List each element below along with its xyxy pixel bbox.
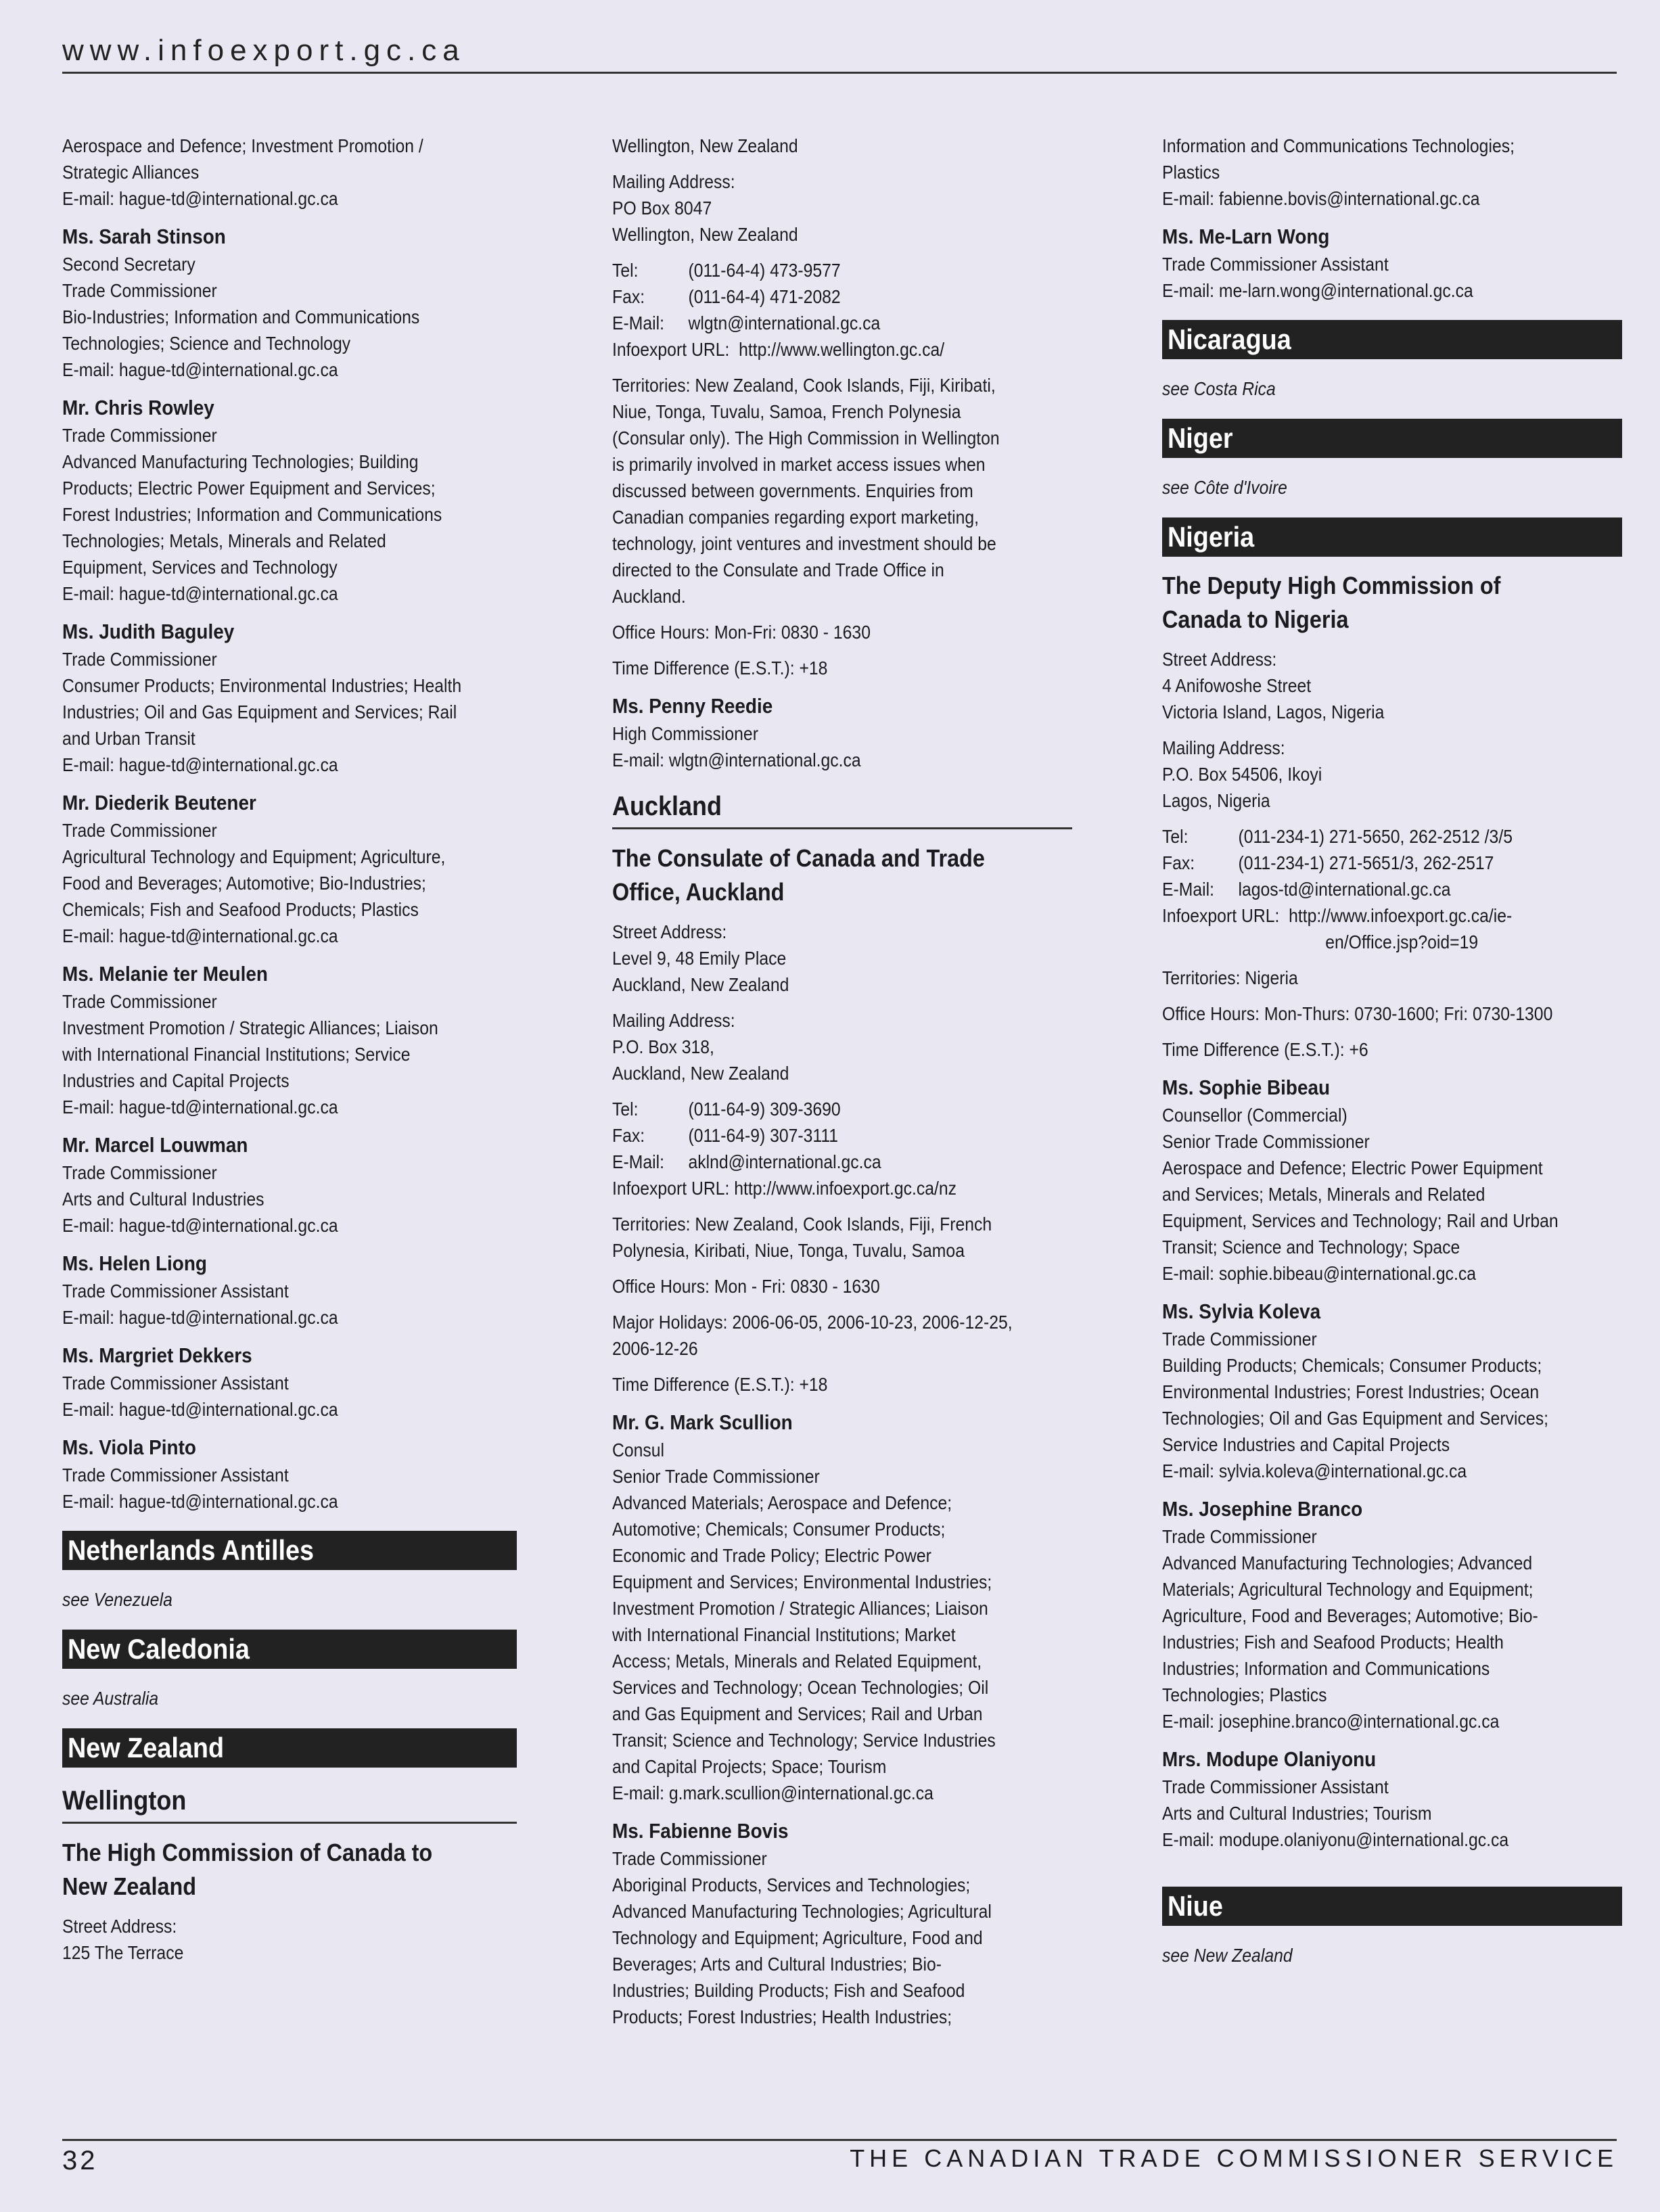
- tel-value: (011-234-1) 271-5650, 262-2512 /3/5: [1238, 826, 1513, 847]
- time-difference: Time Difference (E.S.T.): +6: [1162, 1039, 1368, 1060]
- text-line: High Commissioner: [612, 723, 758, 744]
- email-line: E-mail: hague-td@international.gc.ca: [62, 1399, 338, 1420]
- email-line: E-mail: hague-td@international.gc.ca: [62, 1491, 338, 1512]
- column-1: [62, 133, 517, 1966]
- email-value: lagos-td@international.gc.ca: [1238, 879, 1451, 900]
- text-line: Trade Commissioner: [612, 1848, 767, 1869]
- banner-label: Niger: [1168, 422, 1233, 454]
- email-line: E-mail: fabienne.bovis@international.gc.ca: [1162, 188, 1480, 209]
- tel-value: (011-64-4) 473-9577: [688, 260, 841, 281]
- text-line: Building Products; Chemicals; Consumer Products;: [1162, 1355, 1542, 1376]
- contact-entry: [1162, 1495, 1622, 1734]
- major-holidays: 2006-12-26: [612, 1338, 698, 1359]
- text-line: Territories: New Zealand, Cook Islands, Fiji, Kiribati,: [612, 375, 996, 396]
- email-label: E-Mail:: [612, 1151, 665, 1172]
- contact-name: Ms. Helen Liong: [62, 1251, 207, 1275]
- email-row: [612, 1149, 1026, 1175]
- email-line: E-mail: me-larn.wong@international.gc.ca: [1162, 280, 1473, 301]
- email-line: E-mail: sylvia.koleva@international.gc.ca: [1162, 1460, 1467, 1481]
- contact-entry: [62, 618, 517, 778]
- text-line: Advanced Materials; Aerospace and Defence;: [612, 1492, 952, 1513]
- contact-name: Ms. Margriet Dekkers: [62, 1343, 252, 1367]
- text-line: Consumer Products; Environmental Industries; Health: [62, 675, 462, 696]
- text-line: Bio-Industries; Information and Communications: [62, 306, 420, 327]
- text-line: Arts and Cultural Industries; Tourism: [1162, 1803, 1432, 1824]
- text-line: Service Industries and Capital Projects: [1162, 1434, 1450, 1455]
- email-line: E-mail: hague-td@international.gc.ca: [62, 1307, 338, 1328]
- contact-name: Ms. Me-Larn Wong: [1162, 225, 1330, 248]
- email-line: E-mail: sophie.bibeau@international.gc.ca: [1162, 1263, 1477, 1284]
- office-hours: Office Hours: Mon-Fri: 0830 - 1630: [612, 622, 871, 643]
- url-continuation: en/Office.jsp?oid=19: [1325, 931, 1479, 952]
- office-title: Canada to Nigeria: [1162, 605, 1349, 633]
- text-line: directed to the Consulate and Trade Office in: [612, 559, 944, 580]
- text-line: Mailing Address:: [1162, 737, 1285, 758]
- email-line: E-mail: hague-td@international.gc.ca: [62, 754, 338, 775]
- text-line: Technology and Equipment; Agriculture, Food and: [612, 1927, 983, 1948]
- banner-label: Niue: [1168, 1890, 1223, 1922]
- time-difference: Time Difference (E.S.T.): +18: [612, 658, 828, 678]
- office-hours: Office Hours: Mon - Fri: 0830 - 1630: [612, 1276, 880, 1297]
- text-line: Auckland.: [612, 586, 686, 607]
- contact-entry: [62, 1249, 517, 1331]
- city-heading-auckland: [612, 788, 1072, 829]
- email-line: E-mail: hague-td@international.gc.ca: [62, 1215, 338, 1236]
- text-line: Industries and Capital Projects: [62, 1070, 290, 1091]
- email-line: E-mail: josephine.branco@international.gc.ca: [1162, 1711, 1500, 1732]
- contact-name: Mr. G. Mark Scullion: [612, 1410, 793, 1434]
- text-line: Trade Commissioner Assistant: [1162, 1776, 1389, 1797]
- email-line: E-mail: hague-td@international.gc.ca: [62, 925, 338, 946]
- text-line: Technologies; Science and Technology: [62, 333, 351, 354]
- email-line: E-mail: hague-td@international.gc.ca: [62, 188, 338, 209]
- see-reference: [62, 1586, 517, 1613]
- email-row: [612, 310, 1026, 336]
- text-line: Industries; Information and Communications: [1162, 1658, 1490, 1679]
- text-line: Investment Promotion / Strategic Alliances; Liaison: [612, 1598, 988, 1619]
- fax-label: Fax:: [1162, 852, 1195, 873]
- city-label: Wellington: [62, 1786, 187, 1816]
- contact-entry: [62, 1131, 517, 1239]
- email-line: E-mail: hague-td@international.gc.ca: [62, 359, 338, 380]
- tel-row: [612, 257, 1026, 283]
- text-line: Auckland, New Zealand: [612, 974, 789, 995]
- intro-block: [62, 133, 517, 212]
- contact-name: Mr. Diederik Beutener: [62, 791, 256, 814]
- tel-value: (011-64-9) 309-3690: [688, 1099, 841, 1120]
- email-line: E-mail: wlgtn@international.gc.ca: [612, 750, 861, 770]
- text-line: Trade Commissioner Assistant: [62, 1465, 289, 1485]
- email-line: E-mail: hague-td@international.gc.ca: [62, 583, 338, 604]
- email-label: E-Mail:: [612, 313, 665, 333]
- contact-entry: [1162, 1074, 1622, 1287]
- text-line: Equipment, Services and Technology: [62, 557, 338, 578]
- text-line: Aerospace and Defence; Electric Power Equipment: [1162, 1157, 1543, 1178]
- city-heading-wellington: [62, 1782, 517, 1824]
- text-line: Information and Communications Technologies;: [1162, 135, 1515, 156]
- url-row: Infoexport URL: http://www.infoexport.gc.ca/nz: [612, 1178, 957, 1199]
- text-line: Forest Industries; Information and Communications: [62, 504, 442, 525]
- text-line: 125 The Terrace: [62, 1942, 184, 1963]
- banner-label: New Caledonia: [68, 1633, 250, 1665]
- contact-entry: [1162, 1745, 1622, 1853]
- text-line: Transit; Science and Technology; Service Industries: [612, 1730, 996, 1751]
- text-line: Materials; Agricultural Technology and Equipment;: [1162, 1579, 1534, 1600]
- text-line: Trade Commissioner: [1162, 1329, 1317, 1350]
- banner-label: New Zealand: [68, 1732, 225, 1764]
- text-line: Services and Technology; Ocean Technologies; Oil: [612, 1677, 989, 1698]
- fax-value: (011-64-4) 471-2082: [688, 286, 841, 307]
- text-line: Street Address:: [612, 921, 727, 942]
- see-reference: [1162, 375, 1622, 402]
- text-line: Senior Trade Commissioner: [1162, 1131, 1370, 1152]
- text-line: Automotive; Chemicals; Consumer Products;: [612, 1519, 946, 1540]
- text-line: Chemicals; Fish and Seafood Products; Plastics: [62, 899, 419, 920]
- text-line: PO Box 8047: [612, 198, 712, 218]
- email-value: wlgtn@international.gc.ca: [688, 313, 881, 333]
- text-line: Industries; Fish and Seafood Products; Health: [1162, 1632, 1504, 1653]
- text-line: Strategic Alliances: [62, 162, 200, 183]
- contact-entry: [612, 1408, 1072, 1806]
- tel-label: Tel:: [612, 1099, 639, 1120]
- text-line: Aboriginal Products, Services and Technologies;: [612, 1874, 971, 1895]
- banner-label: Netherlands Antilles: [68, 1534, 315, 1566]
- text-line: Beverages; Arts and Cultural Industries; Bio-: [612, 1954, 942, 1975]
- text-line: Consul: [612, 1439, 665, 1460]
- text-line: Technologies; Oil and Gas Equipment and Services;: [1162, 1408, 1548, 1429]
- text-line: Equipment and Services; Environmental Industries;: [612, 1571, 992, 1592]
- url-row: [1162, 902, 1576, 929]
- contact-entry: [62, 789, 517, 949]
- fax-row: [1162, 850, 1576, 876]
- text-line: Street Address:: [62, 1916, 177, 1937]
- see-reference: [1162, 474, 1622, 501]
- url-row: [612, 336, 1026, 363]
- text-line: technology, joint ventures and investment should be: [612, 533, 996, 554]
- see-reference: [1162, 1942, 1622, 1969]
- fax-value: (011-234-1) 271-5651/3, 262-2517: [1238, 852, 1494, 873]
- city-label: Auckland: [612, 791, 722, 821]
- email-row: [1162, 876, 1576, 902]
- text-line: Access; Metals, Minerals and Related Equipment,: [612, 1651, 982, 1672]
- contact-name: Ms. Penny Reedie: [612, 694, 773, 718]
- text-line: Counsellor (Commercial): [1162, 1105, 1347, 1126]
- email-value: aklnd@international.gc.ca: [688, 1151, 881, 1172]
- contact-entry: [62, 394, 517, 607]
- tel-row: [612, 1096, 1026, 1122]
- footer-rule: [62, 2139, 1617, 2141]
- contact-name: Ms. Viola Pinto: [62, 1435, 196, 1459]
- time-difference: Time Difference (E.S.T.): +18: [612, 1374, 828, 1395]
- text-line: Trade Commissioner: [62, 991, 217, 1012]
- text-line: Advanced Manufacturing Technologies; Agricultural: [612, 1901, 992, 1922]
- contact-entry: [612, 1817, 1072, 2030]
- url-label: Infoexport URL:: [1162, 905, 1280, 926]
- text-line: Economic and Trade Policy; Electric Power: [612, 1545, 931, 1566]
- see-reference: [62, 1685, 517, 1712]
- contact-name: Ms. Sophie Bibeau: [1162, 1076, 1331, 1099]
- text-line: Investment Promotion / Strategic Alliances; Liaison: [62, 1017, 438, 1038]
- text-line: Trade Commissioner: [1162, 1526, 1317, 1547]
- fax-label: Fax:: [612, 286, 645, 307]
- see-label: see Venezuela: [62, 1589, 172, 1610]
- contact-name: Ms. Melanie ter Meulen: [62, 962, 268, 986]
- column-3: [1162, 133, 1622, 1985]
- contact-name: Ms. Sarah Stinson: [62, 225, 226, 248]
- office-title: The Consulate of Canada and Trade: [612, 844, 985, 872]
- contact-entry: [1162, 1297, 1622, 1484]
- country-banner-niger: [1162, 419, 1622, 458]
- text-line: and Gas Equipment and Services; Rail and Urban: [612, 1703, 983, 1724]
- see-label: see New Zealand: [1162, 1945, 1293, 1966]
- country-banner-nigeria: [1162, 517, 1622, 557]
- url-value: http://www.infoexport.gc.ca/ie-: [1289, 905, 1513, 926]
- text-line: Equipment, Services and Technology; Rail and Urban: [1162, 1210, 1559, 1231]
- contact-name: Ms. Sylvia Koleva: [1162, 1299, 1321, 1323]
- text-line: Products; Electric Power Equipment and Services;: [62, 478, 436, 499]
- text-line: Mailing Address:: [612, 1010, 735, 1031]
- text-line: Agricultural Technology and Equipment; Agriculture,: [62, 846, 446, 867]
- page-number: 32: [62, 2146, 98, 2175]
- text-line: Food and Beverages; Automotive; Bio-Industries;: [62, 873, 426, 894]
- see-label: see Australia: [62, 1688, 159, 1709]
- text-line: Trade Commissioner: [62, 425, 217, 446]
- see-label: see Côte d'Ivoire: [1162, 477, 1287, 498]
- text-line: Plastics: [1162, 162, 1220, 183]
- text-line: Industries; Oil and Gas Equipment and Services; Rail: [62, 701, 457, 722]
- text-line: Products; Forest Industries; Health Industries;: [612, 2006, 952, 2027]
- text-line: with International Financial Institutions; Market: [612, 1624, 956, 1645]
- contact-name: Ms. Fabienne Bovis: [612, 1819, 789, 1843]
- text-line: Senior Trade Commissioner: [612, 1466, 820, 1487]
- text-line: Auckland, New Zealand: [612, 1063, 789, 1084]
- contact-entry: [62, 960, 517, 1120]
- url-label: Infoexport URL:: [612, 339, 730, 360]
- text-line: Street Address:: [1162, 649, 1277, 670]
- fax-row: [612, 1122, 1026, 1149]
- fax-label: Fax:: [612, 1125, 645, 1146]
- text-line: Polynesia, Kiribati, Niue, Tonga, Tuvalu, Samoa: [612, 1240, 965, 1261]
- email-label: E-Mail:: [1162, 879, 1215, 900]
- url-value: http://www.wellington.gc.ca/: [739, 339, 945, 360]
- text-line: Transit; Science and Technology; Space: [1162, 1237, 1460, 1258]
- text-line: Second Secretary: [62, 254, 195, 275]
- text-line: and Services; Metals, Minerals and Related: [1162, 1184, 1485, 1205]
- footer-title: THE CANADIAN TRADE COMMISSIONER SERVICE: [850, 2144, 1618, 2172]
- email-line: E-mail: modupe.olaniyonu@international.gc.ca: [1162, 1829, 1509, 1850]
- text-line: Niue, Tonga, Tuvalu, Samoa, French Polynesia: [612, 401, 961, 422]
- fax-row: [612, 283, 1026, 310]
- text-line: Trade Commissioner: [62, 649, 217, 670]
- country-banner-niue: [1162, 1887, 1622, 1926]
- text-line: Level 9, 48 Emily Place: [612, 948, 787, 969]
- text-line: Wellington, New Zealand: [612, 224, 798, 245]
- text-line: is primarily involved in market access issues when: [612, 454, 986, 475]
- email-line: E-mail: g.mark.scullion@international.gc.ca: [612, 1782, 933, 1803]
- tel-label: Tel:: [612, 260, 639, 281]
- contact-entry: [62, 1341, 517, 1423]
- tel-row: [1162, 823, 1576, 850]
- contact-entry: [62, 1433, 517, 1515]
- country-banner-new-zealand: [62, 1728, 517, 1768]
- email-line: E-mail: hague-td@international.gc.ca: [62, 1097, 338, 1117]
- text-line: Advanced Manufacturing Technologies; Building: [62, 451, 419, 472]
- text-line: and Urban Transit: [62, 728, 195, 749]
- text-line: Lagos, Nigeria: [1162, 790, 1270, 811]
- text-line: P.O. Box 54506, Ikoyi: [1162, 764, 1322, 785]
- text-line: Trade Commissioner: [62, 820, 217, 841]
- contact-entry: [62, 223, 517, 383]
- text-line: 4 Anifowoshe Street: [1162, 675, 1312, 696]
- text-line: Advanced Manufacturing Technologies; Advanced: [1162, 1552, 1533, 1573]
- column-2: [612, 133, 1072, 2030]
- text-line: discussed between governments. Enquiries from: [612, 480, 973, 501]
- text-line: and Capital Projects; Space; Tourism: [612, 1756, 887, 1777]
- text-line: Trade Commissioner: [62, 280, 217, 301]
- text-line: Trade Commissioner Assistant: [62, 1281, 289, 1301]
- office-hours: Office Hours: Mon-Thurs: 0730-1600; Fri: 0730-1300: [1162, 1003, 1553, 1024]
- office-title: New Zealand: [62, 1872, 197, 1900]
- text-line: Agriculture, Food and Beverages; Automotive; Bio-: [1162, 1605, 1538, 1626]
- header-rule: [62, 72, 1617, 74]
- country-banner-nicaragua: [1162, 320, 1622, 359]
- see-label: see Costa Rica: [1162, 378, 1276, 399]
- site-url: www.infoexport.gc.ca: [62, 34, 465, 67]
- major-holidays: Major Holidays: 2006-06-05, 2006-10-23, 2006-12-25,: [612, 1312, 1013, 1333]
- contact-name: Mr. Chris Rowley: [62, 396, 214, 419]
- text-line: Canadian companies regarding export marketing,: [612, 507, 979, 528]
- territories: Territories: Nigeria: [1162, 967, 1298, 988]
- text-line: Environmental Industries; Forest Industries; Ocean: [1162, 1381, 1540, 1402]
- office-title: Office, Auckland: [612, 878, 785, 906]
- office-title: The High Commission of Canada to: [62, 1839, 433, 1866]
- contact-name: Ms. Josephine Branco: [1162, 1497, 1363, 1521]
- fax-value: (011-64-9) 307-3111: [688, 1125, 839, 1146]
- text-line: Trade Commissioner Assistant: [62, 1373, 289, 1393]
- country-banner-netherlands-antilles: [62, 1531, 517, 1570]
- banner-label: Nigeria: [1168, 521, 1255, 553]
- text-line: P.O. Box 318,: [612, 1036, 714, 1057]
- contact-name: Ms. Judith Baguley: [62, 620, 235, 643]
- text-line: Victoria Island, Lagos, Nigeria: [1162, 701, 1385, 722]
- banner-label: Nicaragua: [1168, 323, 1291, 355]
- text-line: Industries; Building Products; Fish and Seafood: [612, 1980, 965, 2001]
- office-title: The Deputy High Commission of: [1162, 572, 1501, 599]
- contact-name: Mrs. Modupe Olaniyonu: [1162, 1747, 1377, 1771]
- text-line: (Consular only). The High Commission in Wellington: [612, 428, 1000, 448]
- text-line: Trade Commissioner Assistant: [1162, 254, 1389, 275]
- text-line: Technologies; Plastics: [1162, 1684, 1327, 1705]
- text-line: Mailing Address:: [612, 171, 735, 192]
- text-line: with International Financial Institutions; Service: [62, 1044, 411, 1065]
- text-line: Trade Commissioner: [62, 1162, 217, 1183]
- text-line: Aerospace and Defence; Investment Promotion /: [62, 135, 423, 156]
- text-line: Territories: New Zealand, Cook Islands, Fiji, French: [612, 1214, 992, 1235]
- text-line: Arts and Cultural Industries: [62, 1189, 264, 1209]
- contact-name: Mr. Marcel Louwman: [62, 1133, 248, 1157]
- text-line: Wellington, New Zealand: [612, 135, 798, 156]
- tel-label: Tel:: [1162, 826, 1189, 847]
- country-banner-new-caledonia: [62, 1630, 517, 1669]
- text-line: Technologies; Metals, Minerals and Related: [62, 530, 386, 551]
